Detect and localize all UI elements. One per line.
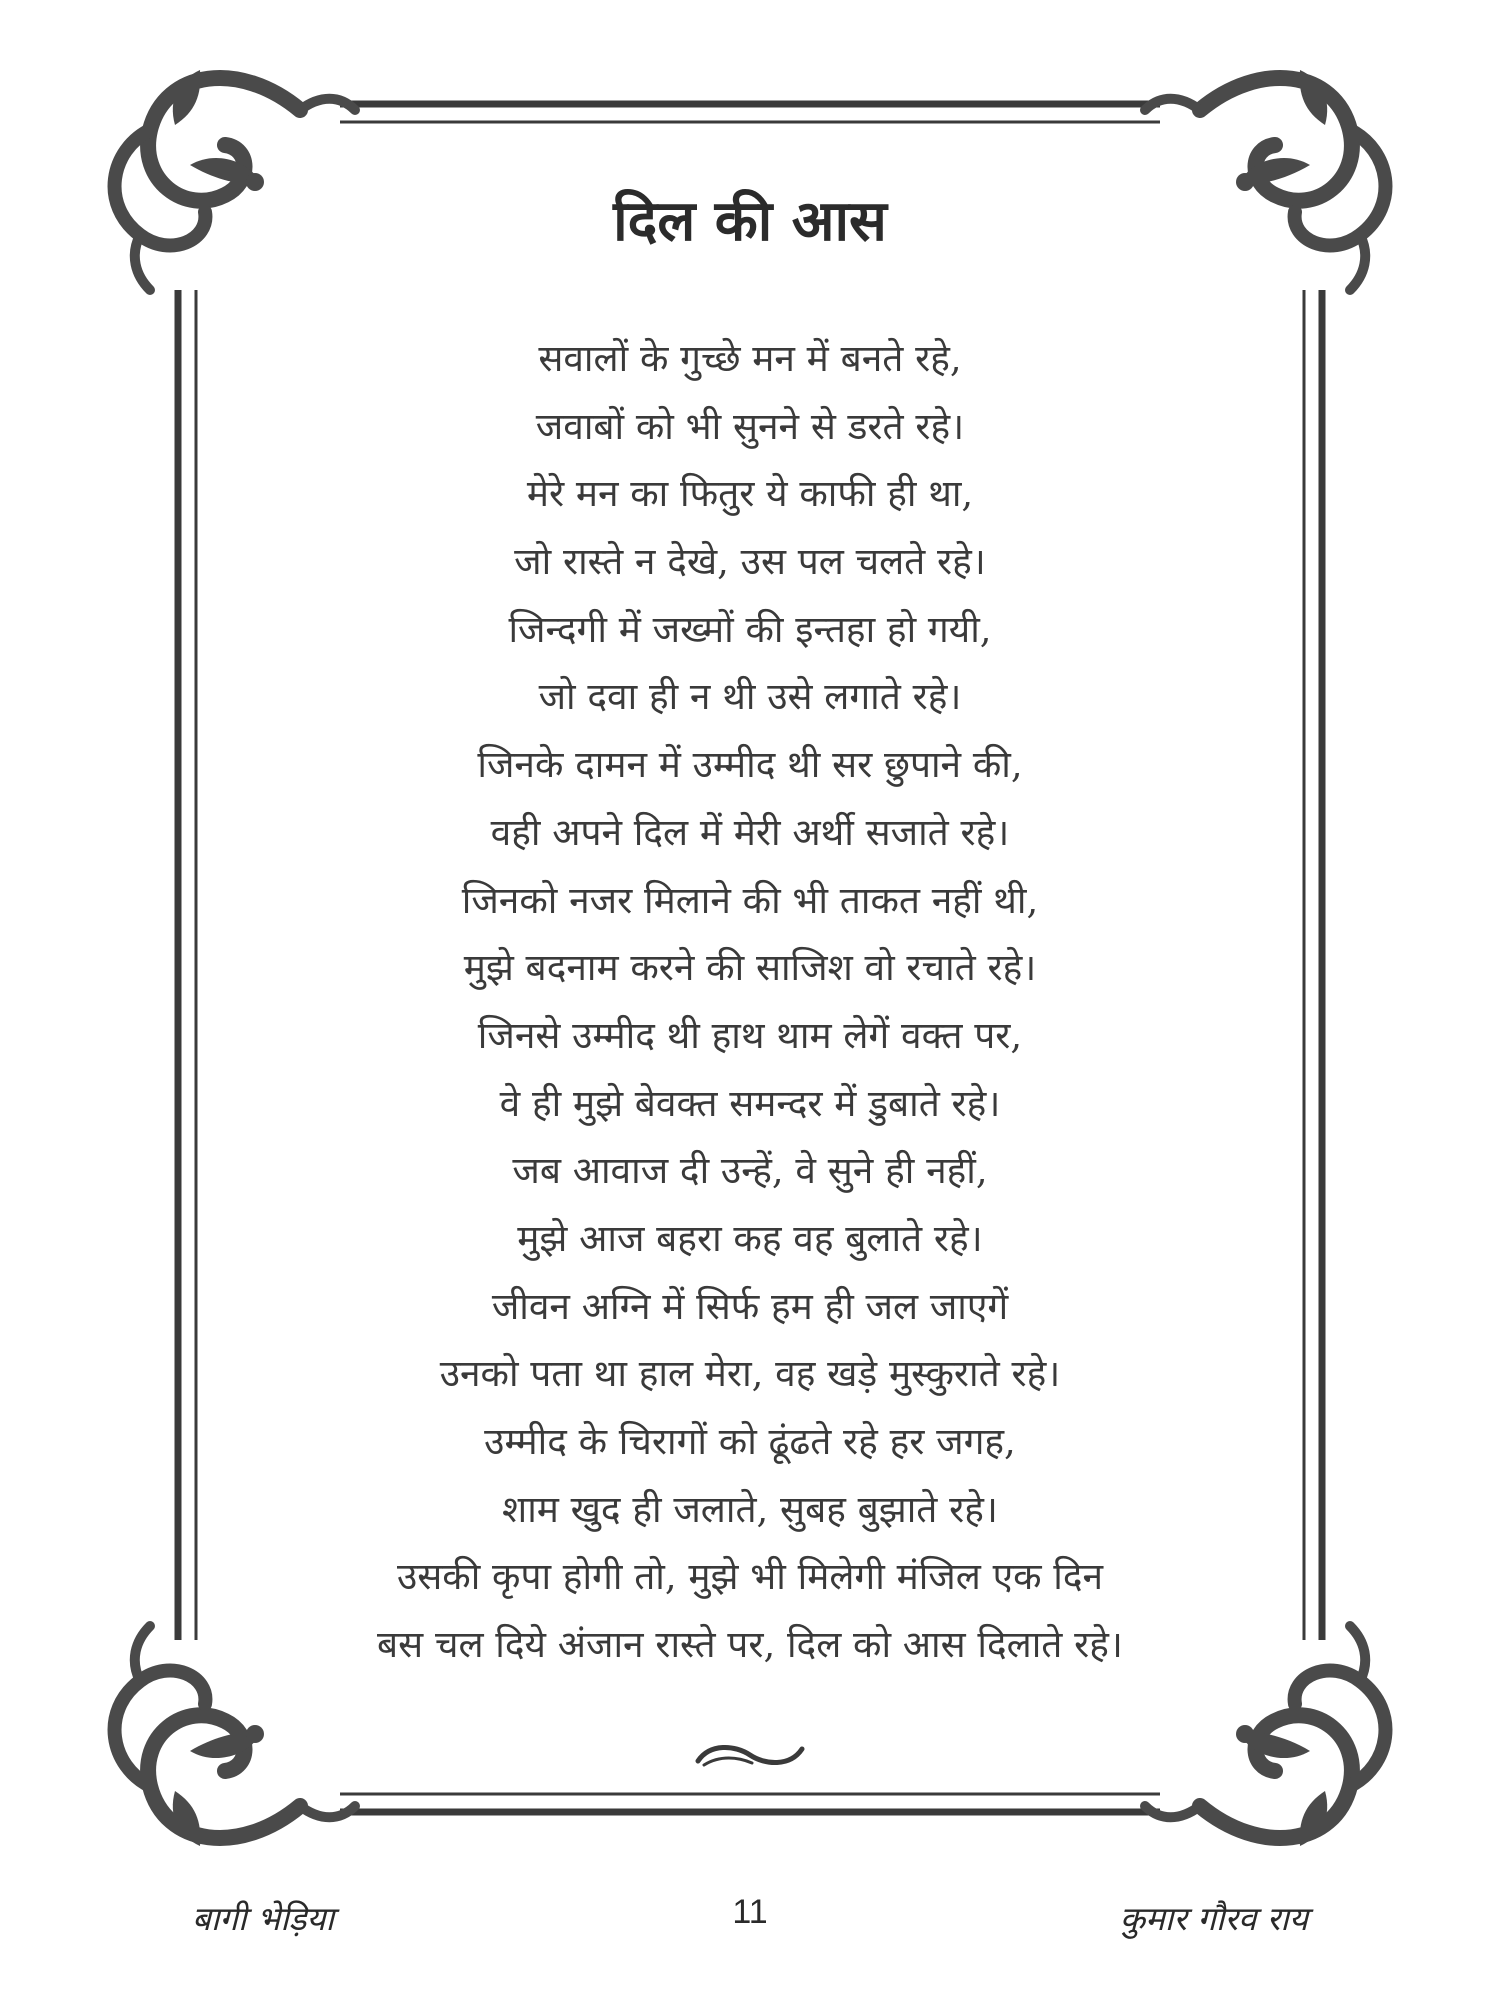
poem-line: जिन्दगी में जख्मों की इन्तहा हो गयी, xyxy=(508,607,992,651)
poem-body xyxy=(260,325,1240,1679)
poem-line: जिनके दामन में उम्मीद थी सर छुपाने की, xyxy=(477,743,1023,787)
poem-title: दिल की आस xyxy=(613,189,887,254)
poem-line: शाम खुद ही जलाते, सुबह बुझाते रहे। xyxy=(502,1487,998,1531)
poem-line: बस चल दिये अंजान रास्ते पर, दिल को आस दिलाते रहे। xyxy=(377,1623,1123,1667)
poem-line: उनको पता था हाल मेरा, वह खड़े मुस्कुराते रहे। xyxy=(439,1352,1061,1396)
corner-ornament-top-right xyxy=(1145,70,1385,290)
poem-line: वे ही मुझे बेवक्त समन्दर में डुबाते रहे। xyxy=(499,1081,1001,1125)
poem-line: जिनसे उम्मीद थी हाथ थाम लेगें वक्त पर, xyxy=(477,1013,1023,1057)
poem-line: जीवन अग्नि में सिर्फ हम ही जल जाएगें xyxy=(491,1284,1009,1328)
poem-line: जब आवाज दी उन्हें, वे सुने ही नहीं, xyxy=(512,1149,988,1193)
poem-line: वही अपने दिल में मेरी अर्थी सजाते रहे। xyxy=(490,810,1010,854)
footer-author: कुमार गौरव राय xyxy=(1119,1899,1308,1938)
corner-ornament-top-left xyxy=(115,70,355,290)
poem-line: जवाबों को भी सुनने से डरते रहे। xyxy=(535,404,965,448)
poem-line: मेरे मन का फितुर ये काफी ही था, xyxy=(526,472,974,516)
divider-flourish xyxy=(690,1735,810,1775)
poem-line: सवालों के गुच्छे मन में बनते रहे, xyxy=(538,337,962,380)
poem-line: उम्मीद के चिरागों को ढूंढते रहे हर जगह, xyxy=(484,1420,1016,1463)
page-number: 11 xyxy=(732,1893,768,1931)
poem-line: जिनको नजर मिलाने की भी ताकत नहीं थी, xyxy=(461,878,1039,922)
poem-line: जो रास्ते न देखे, उस पल चलते रहे। xyxy=(514,540,986,584)
poem-line: उसकी कृपा होगी तो, मुझे भी मिलेगी मंजिल एक दिन xyxy=(396,1555,1104,1599)
poem-line: मुझे बदनाम करने की साजिश वो रचाते रहे। xyxy=(463,946,1037,990)
poem-line: मुझे आज बहरा कह वह बुलाते रहे। xyxy=(517,1216,983,1260)
footer-book-title: बागी भेड़िया xyxy=(192,1899,335,1938)
poem-line: जो दवा ही न थी उसे लगाते रहे। xyxy=(538,675,962,719)
